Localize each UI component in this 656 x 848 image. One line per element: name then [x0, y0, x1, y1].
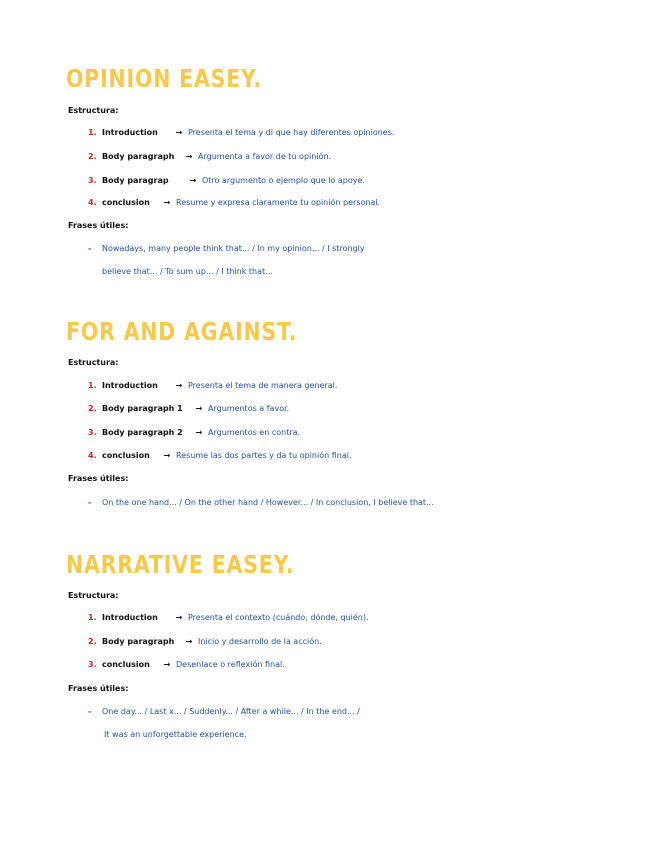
- structure-item: [88, 198, 380, 207]
- arrow-icon: →: [163, 660, 171, 669]
- bullet-icon: -: [88, 707, 92, 716]
- structure-item: [88, 660, 285, 669]
- item-term: conclusion: [102, 198, 150, 207]
- phrase-line: [88, 498, 434, 507]
- item-number: 1.: [88, 128, 97, 137]
- bullet-icon: -: [88, 498, 92, 507]
- section-title-for-and-against: FOR AND AGAINST.: [66, 317, 298, 346]
- item-number: 1.: [88, 381, 97, 390]
- arrow-icon: →: [175, 128, 183, 137]
- structure-item: [88, 613, 369, 622]
- arrow-icon: →: [195, 404, 203, 413]
- arrow-icon: →: [185, 637, 193, 646]
- item-term: Introduction: [102, 128, 158, 137]
- structure-item: [88, 176, 365, 185]
- phrases-label: Frases útiles:: [68, 684, 129, 693]
- item-number: 3.: [88, 660, 97, 669]
- item-description: Argumentos a favor.: [208, 404, 290, 413]
- structure-item: [88, 428, 300, 437]
- structure-item: [88, 381, 337, 390]
- item-number: 3.: [88, 176, 97, 185]
- item-term: Introduction: [102, 613, 158, 622]
- item-number: 1.: [88, 613, 97, 622]
- phrase-text: believe that... / To sum up... / I think that...: [102, 267, 273, 276]
- structure-item: [88, 152, 331, 161]
- structure-item: [88, 404, 289, 413]
- section-title-narrative: NARRATIVE EASEY.: [66, 550, 295, 579]
- item-number: 2.: [88, 637, 97, 646]
- structure-item: [88, 128, 394, 137]
- item-description: Presenta el tema de manera general.: [188, 381, 338, 390]
- item-description: Resume y expresa claramente tu opinión personal.: [176, 198, 381, 207]
- arrow-icon: →: [175, 381, 183, 390]
- item-number: 2.: [88, 404, 97, 413]
- item-description: Otro argumento o ejemplo que lo apoye.: [202, 176, 365, 185]
- bullet-icon: -: [88, 244, 92, 253]
- arrow-icon: →: [195, 428, 203, 437]
- section-title-opinion: OPINION EASEY.: [66, 64, 262, 93]
- item-number: 3.: [88, 428, 97, 437]
- structure-item: [88, 637, 322, 646]
- item-number: 4.: [88, 198, 97, 207]
- phrases-label: Frases útiles:: [68, 221, 129, 230]
- phrase-line: [88, 244, 365, 253]
- structure-item: [88, 451, 352, 460]
- item-description: Argumentos en contra.: [208, 428, 301, 437]
- item-description: Presenta el tema y di que hay diferentes opiniones.: [188, 128, 395, 137]
- arrow-icon: →: [185, 152, 193, 161]
- item-term: Body paragrap: [102, 176, 169, 185]
- item-description: Argumenta a favor de tu opinión.: [198, 152, 332, 161]
- phrase-text: On the one hand... / On the other hand / However... / In conclusion, I believe that...: [102, 498, 434, 507]
- arrow-icon: →: [189, 176, 197, 185]
- arrow-icon: →: [163, 198, 171, 207]
- item-term: conclusion: [102, 660, 150, 669]
- item-term: Body paragraph 2: [102, 428, 183, 437]
- structure-label: Estructura:: [68, 591, 119, 600]
- item-number: 4.: [88, 451, 97, 460]
- item-number: 2.: [88, 152, 97, 161]
- item-description: Desenlace o reflexión final.: [176, 660, 285, 669]
- structure-label: Estructura:: [68, 358, 119, 367]
- item-term: Body paragraph: [102, 637, 175, 646]
- phrase-text: Nowadays, many people think that... / In my opinion... / I strongly: [102, 244, 365, 253]
- phrase-line: [88, 707, 360, 716]
- item-term: Body paragraph 1: [102, 404, 183, 413]
- arrow-icon: →: [175, 613, 183, 622]
- phrase-text: It was an unforgettable experience.: [104, 730, 247, 739]
- item-description: Inicio y desarrollo de la acción.: [198, 637, 322, 646]
- item-term: Body paragraph: [102, 152, 175, 161]
- item-term: Introduction: [102, 381, 158, 390]
- item-description: Resume las dos partes y da tu opinión final.: [176, 451, 352, 460]
- phrases-label: Frases útiles:: [68, 474, 129, 483]
- item-term: conclusion: [102, 451, 150, 460]
- arrow-icon: →: [163, 451, 171, 460]
- item-description: Presenta el contexto (cuándo, dónde, quién).: [188, 613, 369, 622]
- structure-label: Estructura:: [68, 106, 119, 115]
- phrase-text: One day... / Last x... / Suddenly... / After a while... / In the end... /: [102, 707, 360, 716]
